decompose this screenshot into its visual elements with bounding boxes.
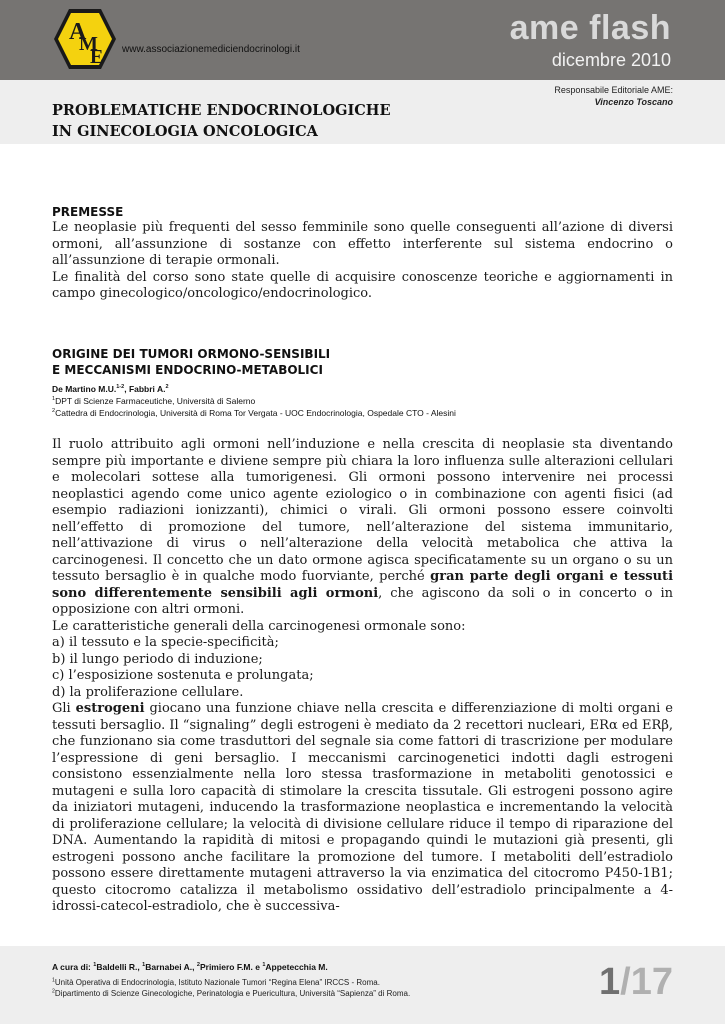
footer-affiliations: [52, 977, 410, 999]
brand-title: ame flash: [509, 9, 671, 47]
article-authors: [52, 383, 456, 419]
ame-logo: [52, 6, 118, 72]
list-item: d) la proliferazione cellulare.: [52, 684, 244, 700]
editor-1: Baldelli R.,: [96, 962, 143, 972]
editor-3-mark: 2: [196, 962, 200, 969]
editorial-responsible: [554, 84, 673, 108]
author-affiliation-2: [52, 407, 456, 419]
editors-line: [52, 962, 328, 972]
origine-paragraph-2: Le caratteristiche generali della carcinogenesi ormonale sono:: [52, 618, 466, 634]
affiliation-1-text: DPT di Scienze Farmaceutiche, Università di Salerno: [55, 396, 256, 406]
author-affiliation-1: [52, 395, 456, 407]
premesse-heading: PREMESSE: [52, 205, 124, 219]
author-1-affiliation-mark: 1-2: [116, 384, 125, 391]
affiliation-1-mark: 1: [52, 396, 56, 403]
origine-paragraph-3: [52, 701, 673, 916]
editor-2: Barnabei A.,: [145, 962, 197, 972]
editor-4-mark: 1: [262, 962, 266, 969]
origine-p3-emphasis: estrogeni: [75, 701, 145, 716]
origine-p1-text: Il ruolo attribuito agli ormoni nell’induzione e nella crescita di neoplasie sta diventando sempre più importante e diviene sempre più chiara la loro influenza sulle alterazioni cellulari e molecolari sottese alla tumorigenesi. Gli ormoni possono intervenire nei processi neoplastici agendo come unico agente eziologico o in combinazione con agenti fisici (ad esempio radiazioni ionizzanti), chimici o virali. Gli ormoni possono essere coinvolti nell’effetto di promozione del tumore, nell’alterazione del sistema immunitario, nell’attivazione di virus o nell’alterazione della velocità metabolica che attiva la carcinogenesi. Il concetto che un dato ormone agisca specificatamente su un organo o su un tessuto bersaglio è in qualche modo fuorviante, perché: [52, 437, 673, 584]
origine-p1-tail: , che agiscono da soli o in concerto o in opposizione con altri ormoni.: [52, 585, 674, 617]
author-2-affiliation-mark: 2: [165, 384, 169, 391]
title-line-1: PROBLEMATICHE ENDOCRINOLOGICHE: [52, 102, 391, 119]
premesse-paragraph-1: Le neoplasie più frequenti del sesso femminile sono quelle conseguenti all’azione di diversi ormoni, all’assunzione di sostanze con effetto interferente sul sistema endocrino o all’assunzione di terapie ormonali.: [52, 220, 673, 268]
svg-text:A: A: [69, 19, 87, 45]
footer-affiliation-2: [52, 988, 410, 999]
editor-2-mark: 1: [142, 962, 146, 969]
author-2: , Fabbri A.: [124, 384, 166, 394]
page-total: 17: [630, 961, 673, 1003]
origine-heading: [52, 346, 330, 378]
footer-aff-1-mark: 1: [52, 977, 55, 984]
origine-heading-line-1: ORIGINE DEI TUMORI ORMONO-SENSIBILI: [52, 347, 331, 361]
affiliation-2-text: Cattedra di Endocrinologia, Università di Roma Tor Vergata - UOC Endocrinologia, Ospedale CTO - Alesini: [55, 408, 456, 418]
author-1: De Martino M.U.: [52, 384, 117, 394]
list-item: a) il tessuto e la specie-specificità;: [52, 635, 279, 650]
footer-aff-2-text: Dipartimento di Scienze Ginecologiche, Perinatologia e Puericultura, Università “Sapienza” di Roma.: [54, 989, 411, 998]
resp-label: Responsabile Editoriale AME:: [554, 85, 673, 95]
footer-aff-2-mark: 2: [52, 988, 55, 995]
origine-heading-line-2: E MECCANISMI ENDOCRINO-METABOLICI: [52, 363, 323, 377]
affiliation-2-mark: 2: [52, 408, 56, 415]
page-current: 1: [599, 961, 621, 1003]
list-item: b) il lungo periodo di induzione;: [52, 651, 263, 667]
editors-label: A cura di:: [52, 962, 94, 972]
editor-4: Appetecchia M.: [265, 962, 328, 972]
list-item: c) l’esposizione sostenuta e prolungata;: [52, 668, 314, 683]
svg-text:E: E: [90, 46, 104, 68]
header-band: [0, 0, 725, 80]
origine-p3-lead: Gli: [52, 701, 76, 716]
origine-paragraph-1: [52, 437, 673, 619]
page-number: [599, 958, 673, 1006]
premesse-paragraph-2: Le finalità del corso sono state quelle di acquisire conoscenze teoriche e aggiornamenti in campo ginecologico/oncologico/endocrinologico.: [52, 269, 673, 301]
footer-affiliation-1: [52, 977, 410, 988]
document-title: [52, 100, 391, 142]
issue-date: dicembre 2010: [551, 50, 671, 70]
editor-3: Primiero F.M. e: [199, 962, 263, 972]
premesse-body: [52, 220, 673, 303]
origine-p3-text: giocano una funzione chiave nella crescita e differenziazione di molti organi e tessuti bersaglio. Il “signaling” degli estrogeni è mediato da 2 recettori nucleari, ERα ed ERβ, che funzionano sia come trasduttori del segnale sia come fattori di trascrizione per modulare l’espressione di geni bersaglio. I meccanismi carcinogenetici indotti dagli estrogeni consistono essenzialmente nella loro stessa trasformazione in metaboliti genotossici e mutageni e sulla loro capacità di stimolare la crescita tissutale. Gli estrogeni possono agire da iniziatori mutageni, inducendo la trasformazione neoplastica e incrementando la velocità di proliferazione cellulare; la velocità di divisione cellulare riduce il tempo di riparazione del DNA. Aumentando la rapidità di mitosi e propagando quindi le mutazioni già presenti, gli estrogeni possono anche facilitare la promozione del tumore. I metaboliti dell’estradiolo possono essere direttamente mutageni attraverso la via enzimatica del citocromo P450-1B1; questo citocromo catalizza il metabolismo ossidativo dell’estradiolo principalmente a 4-idrossi-catecol-estradiolo, che è successiva-: [52, 701, 673, 914]
svg-text:M: M: [79, 33, 98, 55]
page-separator: /: [620, 961, 631, 1003]
editor-1-mark: 1: [93, 962, 97, 969]
title-line-2: IN GINECOLOGIA ONCOLOGICA: [52, 123, 318, 140]
site-url-link[interactable]: www.associazionemediciendocrinologi.it: [122, 44, 300, 55]
resp-name: Vincenzo Toscano: [594, 97, 673, 107]
footer-aff-1-text: Unità Operativa di Endocrinologia, Istituto Nazionale Tumori “Regina Elena” IRCCS - Roma.: [54, 978, 380, 987]
author-names: [52, 383, 456, 395]
origine-p1-emphasis: gran parte degli organi e tessuti sono differentemente sensibili agli ormoni: [52, 569, 674, 601]
origine-body: [52, 437, 673, 916]
